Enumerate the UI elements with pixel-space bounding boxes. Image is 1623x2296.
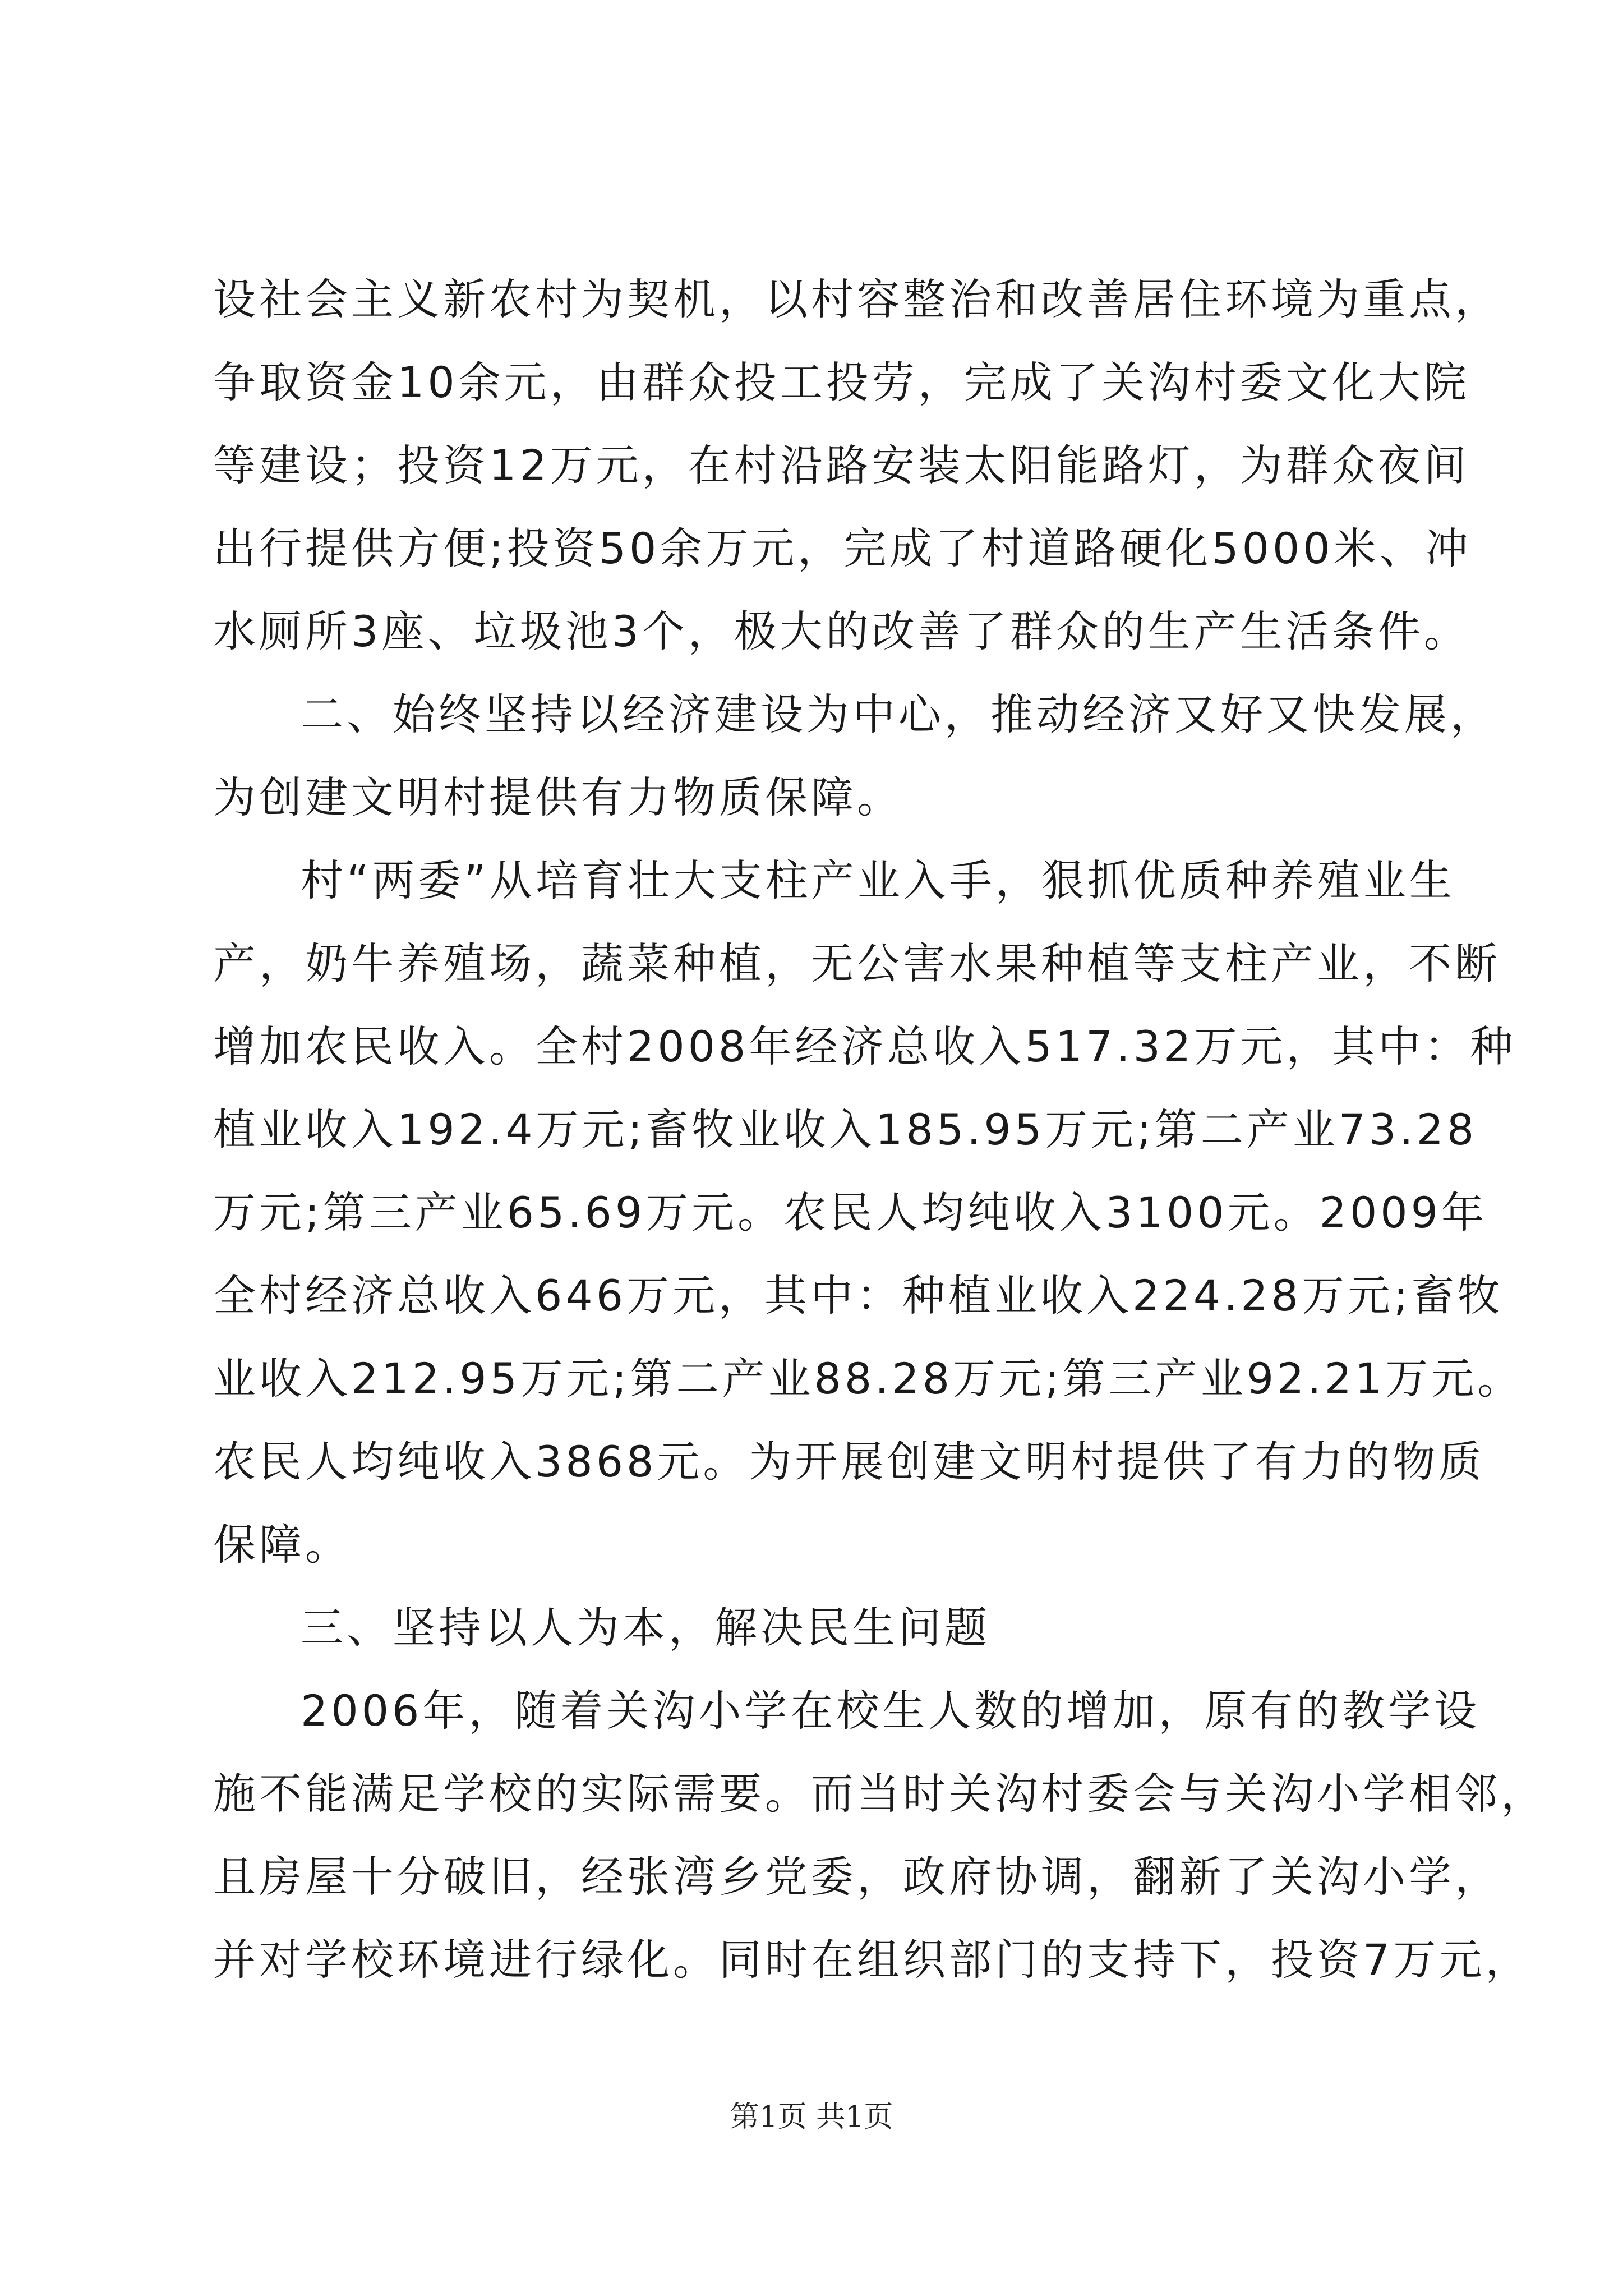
text-line-8: 村“两委”从培育壮大支柱产业入手，狠抓优质种养殖业生 xyxy=(301,855,1455,905)
text-line-12: 万元;第三产业65.69万元。农民人均纯收入3100元。2009年 xyxy=(213,1188,1488,1237)
section-heading-3: 三、坚持以人为本，解决民生问题 xyxy=(301,1603,990,1653)
text-line-7: 为创建文明村提供有力物质保障。 xyxy=(213,772,903,822)
text-line-20: 且房屋十分破旧，经张湾乡党委，政府协调，翻新了关沟小学， xyxy=(213,1852,1501,1902)
section-heading-2: 二、始终坚持以经济建设为中心，推动经济又好又快发展， xyxy=(301,689,1496,739)
text-line-14: 业收入212.95万元;第二产业88.28万元;第三产业92.21万元。 xyxy=(213,1354,1524,1404)
text-line-15: 农民人均纯收入3868元。为开展创建文明村提供了有力的物质 xyxy=(213,1437,1485,1487)
text-line-18: 2006年，随着关沟小学在校生人数的增加，原有的教学设 xyxy=(301,1686,1481,1736)
text-line-16: 保障。 xyxy=(213,1520,351,1570)
text-line-10: 增加农民收入。全村2008年经济总收入517.32万元，其中：种 xyxy=(213,1022,1516,1071)
text-line-3: 等建设；投资12万元，在村沿路安装太阳能路灯，为群众夜间 xyxy=(213,440,1470,490)
text-line-4: 出行提供方便;投资50余万元，完成了村道路硬化5000米、冲 xyxy=(213,523,1472,573)
text-line-2: 争取资金10余元，由群众投工投劳，完成了关沟村委文化大院 xyxy=(213,357,1470,407)
text-line-5: 水厕所3座、垃圾池3个，极大的改善了群众的生产生活条件。 xyxy=(213,606,1470,656)
text-line-11: 植业收入192.4万元;畜牧业收入185.95万元;第二产业73.28 xyxy=(213,1105,1478,1154)
text-line-21: 并对学校环境进行绿化。同时在组织部门的支持下，投资7万元， xyxy=(213,1935,1532,1985)
text-line-9: 产，奶牛养殖场，蔬菜种植，无公害水果种植等支柱产业，不断 xyxy=(213,938,1501,988)
page-footer: 第1页 共1页 xyxy=(730,2100,893,2134)
body-text xyxy=(213,258,1547,2001)
text-line-1: 设社会主义新农村为契机，以村容整治和改善居住环境为重点， xyxy=(213,274,1501,324)
text-line-19: 施不能满足学校的实际需要。而当时关沟村委会与关沟小学相邻， xyxy=(213,1769,1547,1819)
text-line-13: 全村经济总收入646万元，其中：种植业收入224.28万元;畜牧 xyxy=(213,1271,1504,1320)
